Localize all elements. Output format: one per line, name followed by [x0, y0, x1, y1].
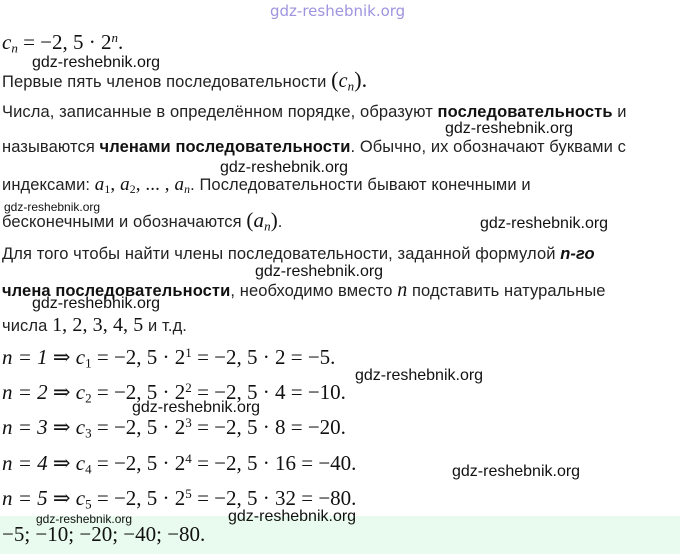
watermark: gdz-reshebnik.org: [4, 200, 101, 214]
math-sub: 2: [129, 182, 136, 196]
calc-mid: = −2, 5 · 2: [91, 345, 186, 369]
watermark: gdz-reshebnik.org: [255, 263, 384, 280]
calc-row-3: [2, 415, 346, 440]
math-a: a: [174, 174, 185, 195]
calc-lhs: n = 3 ⇒ c: [2, 415, 86, 439]
formula-var: c: [2, 30, 12, 54]
watermark: gdz-reshebnik.org: [32, 295, 161, 312]
calc-sub: 3: [85, 425, 92, 441]
method-text: числа: [2, 317, 53, 335]
index-notation: $a_1$, $a_2$, ... , $a_n$: [94, 174, 191, 196]
first-five-heading: [2, 67, 368, 94]
calc-result: = −2, 5 · 8 = −20.: [191, 415, 346, 439]
definition-line-2: [2, 137, 626, 157]
calc-sub: 5: [85, 496, 92, 512]
calc-result: = −2, 5 · 32 = −80.: [191, 486, 357, 510]
calc-exp: 1: [185, 344, 192, 360]
first-five-paren-close: ).: [354, 67, 368, 92]
watermark: gdz-reshebnik.org: [32, 54, 161, 71]
watermark: gdz-reshebnik.org: [36, 512, 133, 526]
watermark: gdz-reshebnik.org: [228, 508, 357, 525]
calc-row-4: [2, 451, 356, 476]
formula-rest: = −2, 5 · 2: [17, 30, 112, 54]
definition-text: называются: [2, 138, 100, 156]
calc-row-1: [2, 345, 335, 370]
math-paren: (: [246, 208, 254, 232]
calc-exp: 5: [185, 485, 192, 501]
calc-result: = −2, 5 · 4 = −10.: [191, 380, 346, 404]
definition-line-4: [2, 210, 282, 232]
answer-text: −5; −10; −20; −40; −80.: [2, 522, 206, 546]
calc-result: = −2, 5 · 16 = −40.: [191, 451, 357, 475]
infinite-notation: [246, 208, 277, 232]
first-five-sub: n: [347, 78, 355, 94]
watermark: gdz-reshebnik.org: [445, 120, 574, 137]
method-text: , необходимо вместо: [230, 282, 398, 300]
formula-cn: [2, 30, 123, 55]
definition-text: и: [612, 103, 627, 121]
term-nth-member: n-го: [560, 245, 595, 263]
calc-mid: = −2, 5 · 2: [91, 486, 186, 510]
definition-text: .: [277, 213, 283, 231]
formula-end: .: [118, 30, 124, 54]
formula-sub: n: [11, 40, 18, 56]
term-sequence: последовательность: [437, 103, 613, 121]
watermark: gdz-reshebnik.org: [132, 399, 261, 416]
first-five-paren-open: (: [331, 67, 339, 92]
watermark: gdz-reshebnik.org: [355, 367, 484, 384]
method-line-1: [2, 244, 595, 264]
calc-sub: 1: [85, 355, 92, 371]
watermark: gdz-reshebnik.org: [452, 463, 581, 480]
calc-result: = −2, 5 · 2 = −5.: [191, 345, 336, 369]
calc-sub: 4: [85, 461, 92, 477]
math-sub: n: [184, 182, 191, 196]
first-five-text: Первые пять членов последовательности: [2, 73, 332, 91]
calc-mid: = −2, 5 · 2: [91, 415, 186, 439]
watermark: gdz-reshebnik.org: [220, 159, 349, 176]
definition-text: . Обычно, их обозначают буквами с: [350, 138, 626, 156]
formula-exp: n: [111, 29, 119, 45]
method-text: подставить натуральные: [407, 282, 606, 300]
definition-text: . Последовательности бывают конечными и: [190, 176, 531, 194]
definition-line-1: [2, 102, 627, 122]
calc-mid: = −2, 5 · 2: [91, 380, 186, 404]
term-member-sequence: члена последовательности: [2, 282, 231, 300]
definition-line-3: [2, 175, 531, 195]
term-members: членами последовательности: [99, 138, 351, 156]
first-five-var: c: [338, 70, 348, 92]
watermark-top: gdz-reshebnik.org: [270, 2, 406, 20]
calc-exp: 4: [185, 450, 192, 466]
math-a: a: [253, 208, 265, 232]
calc-exp: 3: [185, 414, 192, 430]
definition-text: индексами:: [2, 176, 95, 194]
calc-exp: 2: [185, 379, 192, 395]
math-a: a: [120, 174, 130, 195]
method-line-3: [2, 315, 187, 336]
calc-lhs: n = 1 ⇒ c: [2, 345, 86, 369]
math-dots: , ... ,: [135, 174, 175, 195]
math-n: n: [397, 279, 408, 301]
watermark: gdz-reshebnik.org: [480, 215, 609, 232]
calc-lhs: n = 5 ⇒ c: [2, 486, 86, 510]
calc-lhs: n = 4 ⇒ c: [2, 451, 86, 475]
calc-sub: 2: [85, 390, 92, 406]
definition-text: бесконечными и обозначаются: [2, 213, 247, 231]
natural-numbers: 1, 2, 3, 4, 5: [52, 314, 144, 336]
method-text: Для того чтобы найти члены последовательности, заданной формулой: [2, 245, 561, 263]
math-paren: ): [270, 208, 278, 232]
calc-mid: = −2, 5 · 2: [91, 451, 186, 475]
method-text: и т.д.: [143, 317, 187, 335]
math-a: a: [94, 174, 105, 195]
math-sub: 1: [104, 182, 111, 196]
definition-text: Числа, записанные в определённом порядке, образуют: [2, 103, 438, 121]
calc-lhs: n = 2 ⇒ c: [2, 380, 86, 404]
math-sub: n: [264, 218, 271, 234]
